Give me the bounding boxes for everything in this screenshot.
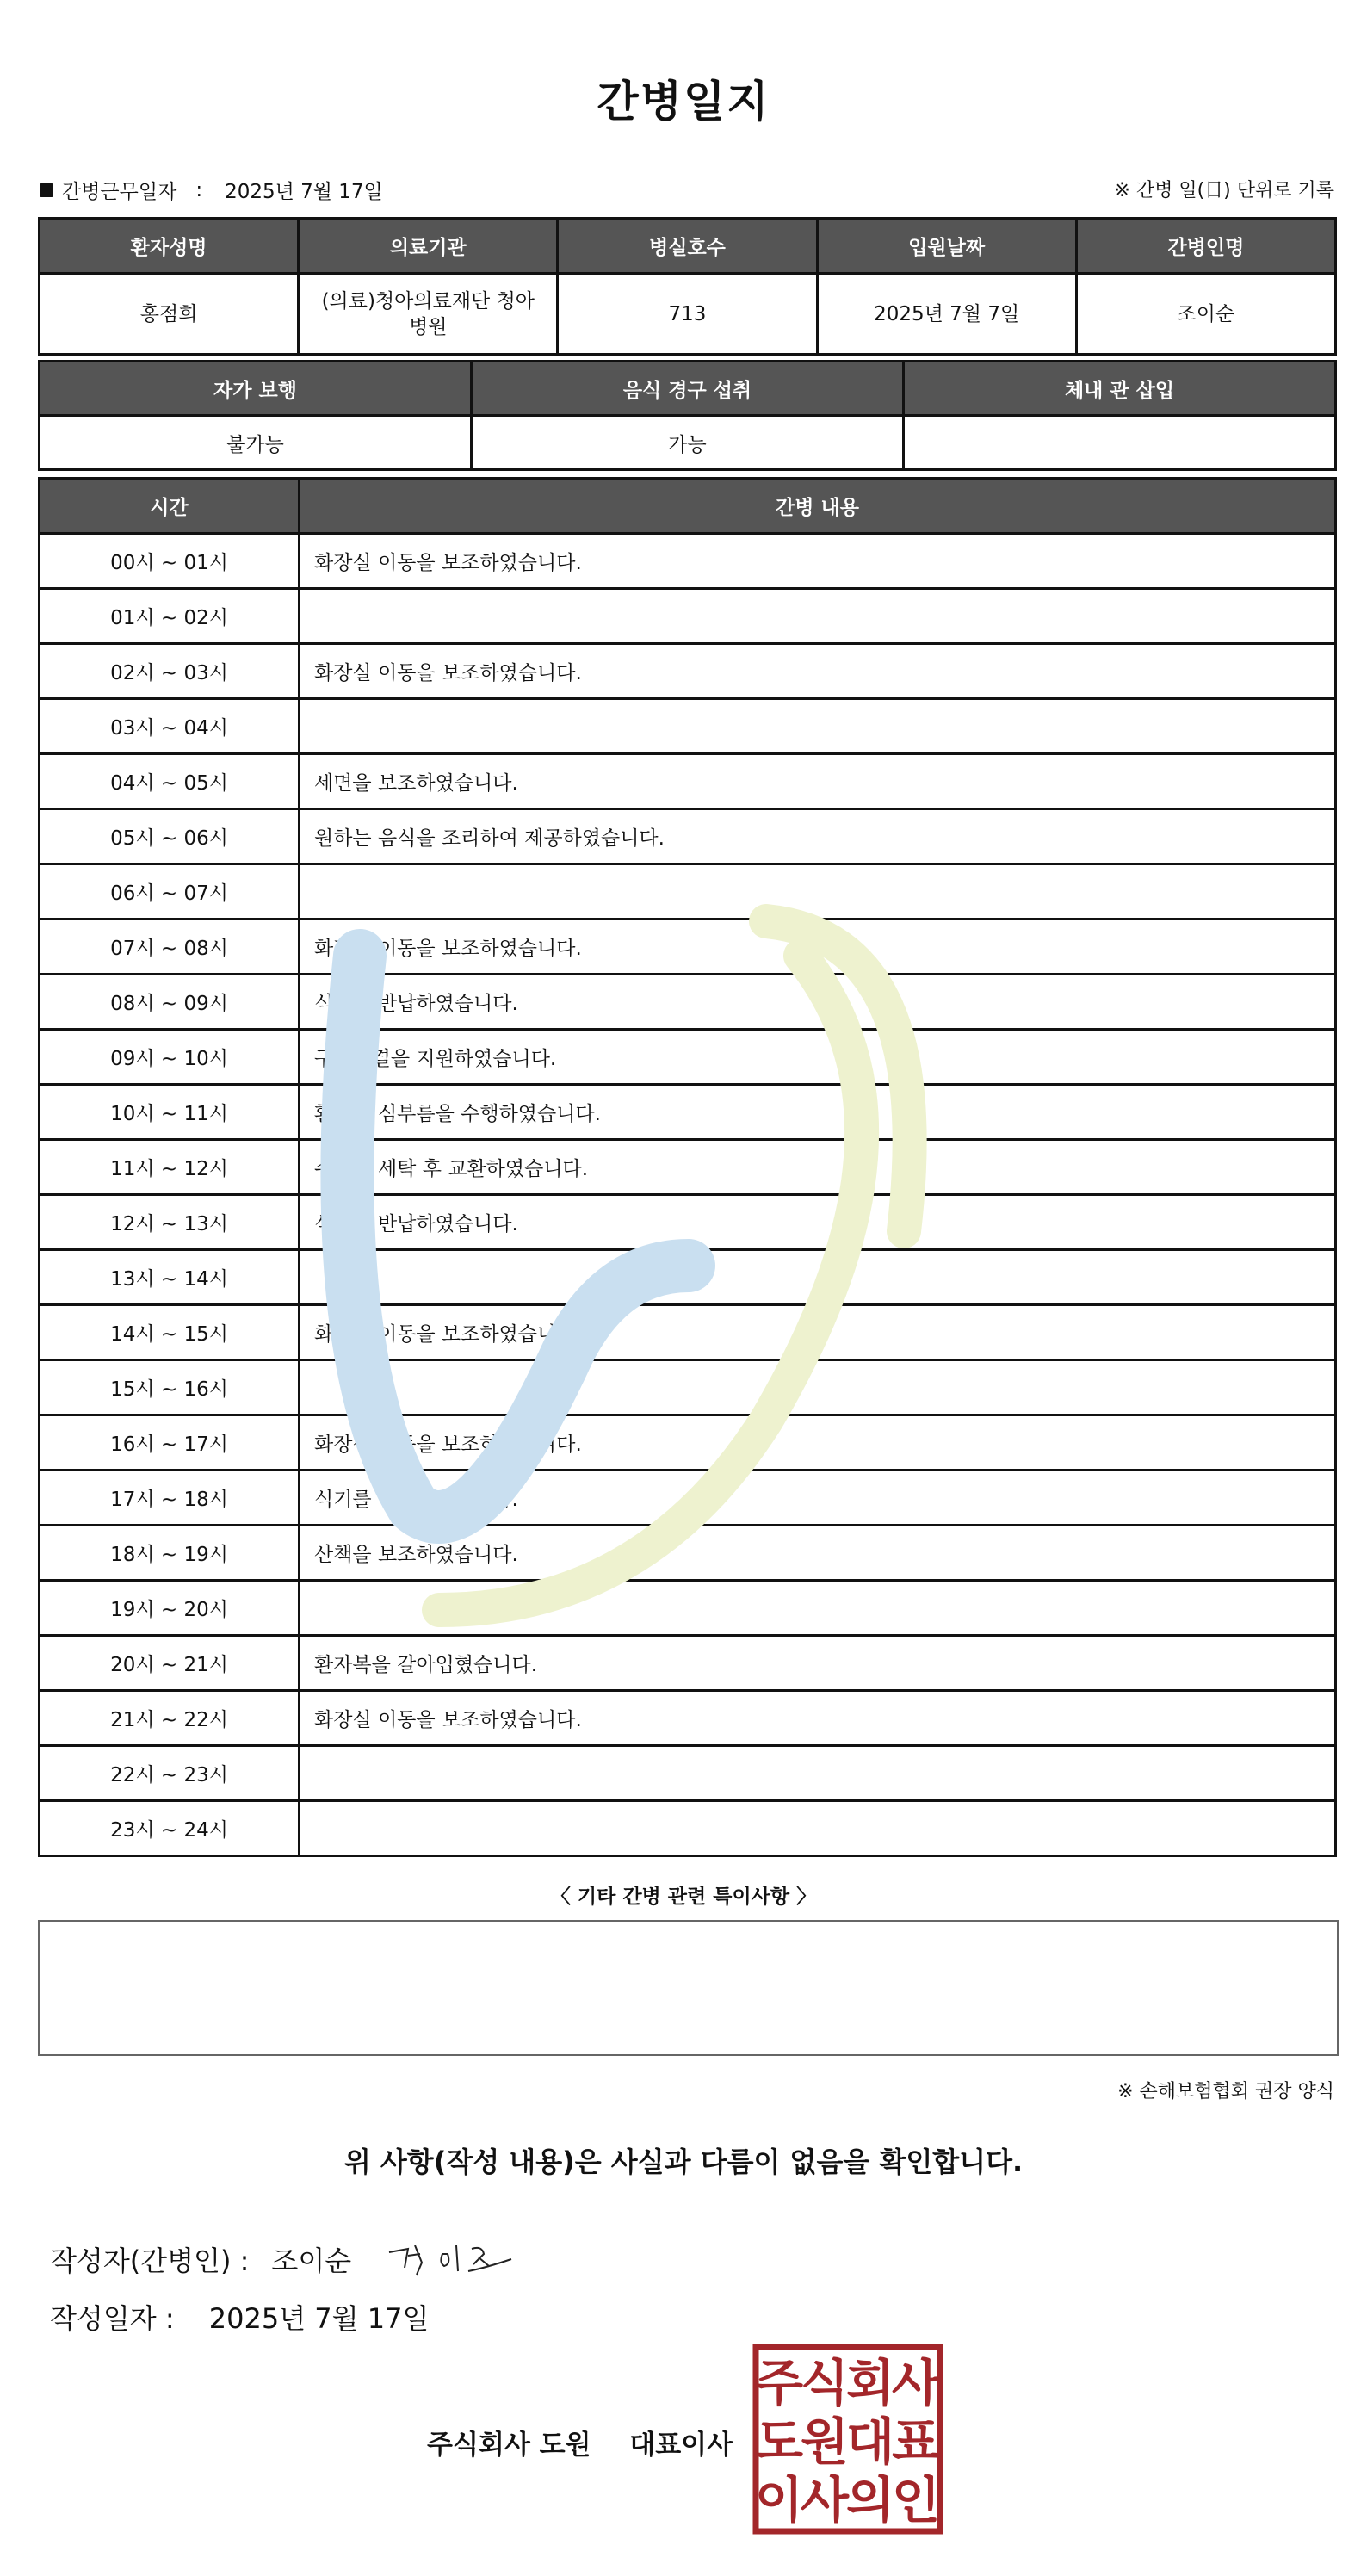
- status-header-row: [40, 362, 1336, 416]
- patient-info-header-row: [40, 219, 1336, 274]
- writer-name: 조이순: [271, 2245, 352, 2277]
- company-seal-stamp: [751, 2342, 945, 2536]
- self-walking-value: 불가능: [40, 416, 472, 470]
- table-row: [40, 1415, 1336, 1471]
- time-cell: 23시 ~ 24시: [40, 1801, 300, 1856]
- care-content-cell: 화장실 이동을 보조하였습니다.: [300, 920, 1336, 975]
- table-row: [40, 1360, 1336, 1415]
- daily-record-note: ※ 간병 일(日) 단위로 기록: [1114, 180, 1334, 201]
- work-date-label: 간병근무일자: [62, 181, 177, 203]
- notes-box: [38, 1920, 1339, 2056]
- writer-label: 작성자(간병인) :: [50, 2245, 250, 2277]
- seal-glyph: 회: [845, 2354, 895, 2412]
- table-row: [40, 754, 1336, 809]
- care-content-cell: 식기를 반납하였습니다.: [300, 1471, 1336, 1526]
- header-admission-date: 입원날짜: [817, 219, 1076, 274]
- time-cell: 02시 ~ 03시: [40, 644, 300, 699]
- time-cell: 06시 ~ 07시: [40, 864, 300, 920]
- time-cell: 21시 ~ 22시: [40, 1691, 300, 1746]
- time-cell: 09시 ~ 10시: [40, 1030, 300, 1085]
- page-title: 간병일지: [597, 77, 770, 127]
- care-content-cell: [300, 1581, 1336, 1636]
- seal-glyph: 의: [845, 2471, 895, 2530]
- company-role: 대표이사: [629, 2430, 733, 2461]
- time-cell: 16시 ~ 17시: [40, 1415, 300, 1471]
- work-date-line: [40, 176, 383, 204]
- notes-title: 〈 기타 간병 관련 특이사항 〉: [550, 1886, 817, 1908]
- care-content-cell: [300, 699, 1336, 754]
- care-content-cell: 화장실 이동을 보조하였습니다.: [300, 534, 1336, 589]
- table-row: [40, 1305, 1336, 1360]
- time-cell: 11시 ~ 12시: [40, 1140, 300, 1195]
- writer-line: [50, 2233, 520, 2285]
- write-date-line: [50, 2297, 429, 2337]
- table-row: [40, 534, 1336, 589]
- care-content-cell: 환자복을 갈아입혔습니다.: [300, 1636, 1336, 1691]
- care-content-cell: [300, 1801, 1336, 1856]
- patient-info-value-row: [40, 274, 1336, 355]
- caregiver-name: 조이순: [1076, 274, 1335, 355]
- seal-glyph: 대: [845, 2412, 895, 2471]
- table-row: [40, 1195, 1336, 1250]
- patient-name: 홍점희: [40, 274, 299, 355]
- status-value-row: [40, 416, 1336, 470]
- tube-insertion-value: [904, 416, 1336, 470]
- care-content-cell: 원하는 음식을 조리하여 제공하였습니다.: [300, 809, 1336, 864]
- schedule-header-row: [40, 479, 1336, 534]
- seal-glyph: 원: [800, 2412, 850, 2471]
- time-cell: 01시 ~ 02시: [40, 589, 300, 644]
- header-oral-intake: 음식 경구 섭취: [472, 362, 904, 416]
- seal-glyph: 사: [800, 2471, 850, 2530]
- care-content-cell: [300, 589, 1336, 644]
- table-row: [40, 864, 1336, 920]
- time-cell: 15시 ~ 16시: [40, 1360, 300, 1415]
- oral-intake-value: 가능: [472, 416, 904, 470]
- header-self-walking: 자가 보행: [40, 362, 472, 416]
- square-bullet-icon: [40, 183, 53, 197]
- table-row: [40, 1140, 1336, 1195]
- table-row: [40, 1471, 1336, 1526]
- seal-glyph: 이: [754, 2471, 804, 2530]
- time-cell: 03시 ~ 04시: [40, 699, 300, 754]
- care-content-cell: 화장실 이동을 보조하였습니다.: [300, 1691, 1336, 1746]
- care-content-cell: 산책을 보조하였습니다.: [300, 1526, 1336, 1581]
- care-content-cell: 환자의 심부름을 수행하였습니다.: [300, 1085, 1336, 1140]
- table-row: [40, 975, 1336, 1030]
- time-cell: 12시 ~ 13시: [40, 1195, 300, 1250]
- header-institution: 의료기관: [299, 219, 558, 274]
- time-cell: 07시 ~ 08시: [40, 920, 300, 975]
- work-date-separator: :: [195, 178, 203, 201]
- confirmation-statement: 위 사항(작성 내용)은 사실과 다름이 없음을 확인합니다.: [343, 2146, 1024, 2178]
- header-caregiver-name: 간병인명: [1076, 219, 1335, 274]
- table-row: [40, 920, 1336, 975]
- admission-date: 2025년 7월 7일: [817, 274, 1076, 355]
- seal-glyph: 도: [754, 2412, 804, 2471]
- write-date-label: 작성일자 :: [50, 2302, 175, 2335]
- work-date-value: 2025년 7월 17일: [225, 181, 383, 203]
- care-content-cell: 수건을 세탁 후 교환하였습니다.: [300, 1140, 1336, 1195]
- table-row: [40, 809, 1336, 864]
- time-cell: 00시 ~ 01시: [40, 534, 300, 589]
- write-date-value: 2025년 7월 17일: [208, 2302, 430, 2335]
- care-content-cell: 화장실 이동을 보조하였습니다.: [300, 644, 1336, 699]
- time-cell: 10시 ~ 11시: [40, 1085, 300, 1140]
- table-row: [40, 1250, 1336, 1305]
- table-row: [40, 1030, 1336, 1085]
- time-cell: 19시 ~ 20시: [40, 1581, 300, 1636]
- seal-glyph: 사: [891, 2354, 941, 2412]
- care-content-cell: 화장실 이동을 보조하였습니다.: [300, 1415, 1336, 1471]
- table-row: [40, 1691, 1336, 1746]
- header-patient-name: 환자성명: [40, 219, 299, 274]
- company-signature-line: [427, 2423, 733, 2461]
- table-row: [40, 1746, 1336, 1801]
- care-content-cell: 구강청결을 지원하였습니다.: [300, 1030, 1336, 1085]
- institution-name: (의료)청아의료재단 청아 병원: [299, 274, 558, 355]
- header-care-content: 간병 내용: [300, 479, 1336, 534]
- care-content-cell: 화장실 이동을 보조하였습니다.: [300, 1305, 1336, 1360]
- care-content-cell: 식기를 반납하였습니다.: [300, 975, 1336, 1030]
- care-content-cell: 식기를 반납하였습니다.: [300, 1195, 1336, 1250]
- time-cell: 14시 ~ 15시: [40, 1305, 300, 1360]
- care-content-cell: [300, 1746, 1336, 1801]
- table-row: [40, 1581, 1336, 1636]
- status-info-table: [38, 360, 1337, 471]
- care-content-cell: [300, 1360, 1336, 1415]
- table-row: [40, 699, 1336, 754]
- care-content-cell: [300, 864, 1336, 920]
- header-tube-insertion: 체내 관 삽입: [904, 362, 1336, 416]
- care-schedule-table: [38, 477, 1337, 1857]
- time-cell: 04시 ~ 05시: [40, 754, 300, 809]
- time-cell: 17시 ~ 18시: [40, 1471, 300, 1526]
- company-name: 주식회사 도원: [427, 2430, 591, 2461]
- patient-info-table: [38, 217, 1337, 356]
- care-content-cell: 세면을 보조하였습니다.: [300, 754, 1336, 809]
- handwritten-signature: [382, 2233, 520, 2285]
- table-row: [40, 1526, 1336, 1581]
- time-cell: 22시 ~ 23시: [40, 1746, 300, 1801]
- care-content-cell: [300, 1250, 1336, 1305]
- seal-glyph: 인: [891, 2471, 941, 2530]
- table-row: [40, 589, 1336, 644]
- seal-glyph: 표: [891, 2412, 941, 2471]
- table-row: [40, 1085, 1336, 1140]
- time-cell: 13시 ~ 14시: [40, 1250, 300, 1305]
- header-room-number: 병실호수: [558, 219, 817, 274]
- seal-glyph: 주: [754, 2354, 804, 2412]
- room-number: 713: [558, 274, 817, 355]
- table-row: [40, 644, 1336, 699]
- recommendation-note: ※ 손해보험협회 권장 양식: [1117, 2081, 1334, 2102]
- time-cell: 08시 ~ 09시: [40, 975, 300, 1030]
- table-row: [40, 1636, 1336, 1691]
- table-row: [40, 1801, 1336, 1856]
- seal-glyph: 식: [800, 2354, 850, 2412]
- time-cell: 05시 ~ 06시: [40, 809, 300, 864]
- header-time: 시간: [40, 479, 300, 534]
- time-cell: 18시 ~ 19시: [40, 1526, 300, 1581]
- time-cell: 20시 ~ 21시: [40, 1636, 300, 1691]
